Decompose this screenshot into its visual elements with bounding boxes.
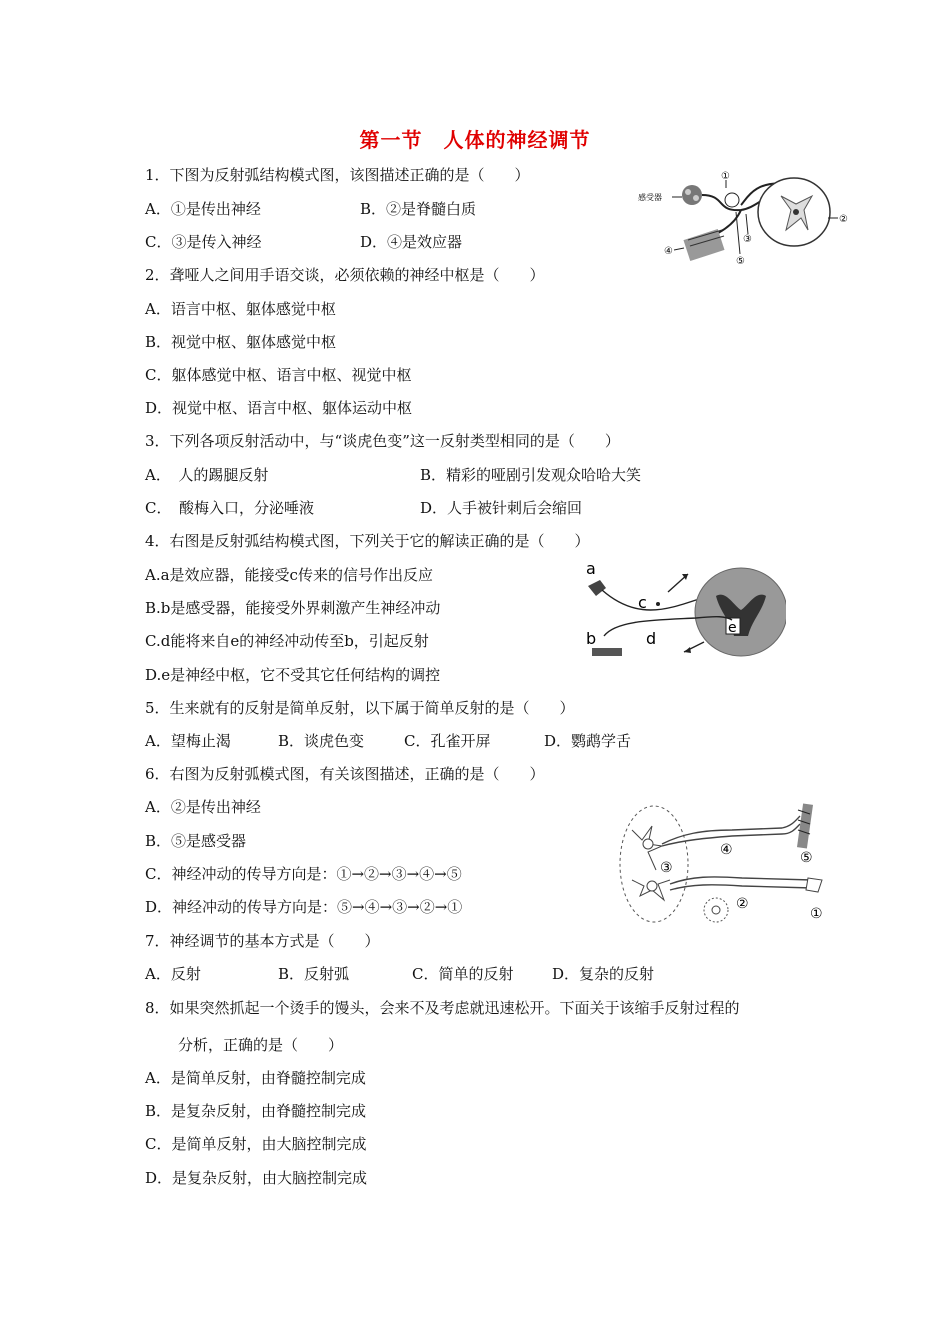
q6-mark-1: ① <box>810 906 823 922</box>
q4-option-b: B.b是感受器，能接受外界刺激产生神经冲动 <box>145 599 441 617</box>
q3-option-c: C． 酸梅入口，分泌唾液 <box>145 499 314 517</box>
q6-option-d: D．神经冲动的传导方向是：⑤→④→③→②→① <box>145 898 463 916</box>
q3-option-d: D．人手被针刺后会缩回 <box>420 499 583 517</box>
q8-option-b: B．是复杂反射，由脊髓控制完成 <box>145 1102 367 1120</box>
q4-option-a: A.a是效应器，能接受c传来的信号作出反应 <box>145 566 433 584</box>
q4-label-a: a <box>586 560 596 578</box>
q2-option-d: D．视觉中枢、语言中枢、躯体运动中枢 <box>145 399 413 417</box>
q1-stem: 1．下图为反射弧结构模式图，该图描述正确的是（ ） <box>145 166 530 184</box>
q4-label-c: c <box>638 593 647 612</box>
q4-label-b: b <box>586 629 597 648</box>
q1-option-b: B．②是脊髓白质 <box>360 200 477 218</box>
q6-mark-2: ② <box>736 896 749 912</box>
q1-mark-1: ① <box>721 171 730 182</box>
q1-mark-4: ④ <box>664 246 673 257</box>
q1-mark-2: ② <box>839 214 848 225</box>
q4-reflex-arc-figure <box>576 560 786 662</box>
q3-option-a: A． 人的踢腿反射 <box>145 466 269 484</box>
q3-option-b: B．精彩的哑剧引发观众哈哈大笑 <box>420 466 642 484</box>
q1-receptor-label: 感受器 <box>638 193 662 202</box>
q5-option-d: D．鹦鹉学舌 <box>544 732 632 750</box>
q8-option-a: A．是简单反射，由脊髓控制完成 <box>145 1069 366 1087</box>
q6-option-b: B．⑤是感受器 <box>145 832 247 850</box>
q4-stem: 4．右图是反射弧结构模式图，下列关于它的解读正确的是（ ） <box>145 532 590 550</box>
q1-option-d: D．④是效应器 <box>360 233 463 251</box>
q3-stem: 3．下列各项反射活动中，与“谈虎色变”这一反射类型相同的是（ ） <box>145 432 620 450</box>
q6-mark-5: ⑤ <box>800 850 813 866</box>
q7-stem: 7．神经调节的基本方式是（ ） <box>145 932 380 950</box>
q6-option-c: C．神经冲动的传导方向是：①→②→③→④→⑤ <box>145 865 462 883</box>
q2-option-a: A．语言中枢、躯体感觉中枢 <box>145 300 336 318</box>
q8-stem: 8．如果突然抓起一个烫手的馒头，会来不及考虑就迅速松开。下面关于该缩手反射过程的 <box>145 999 740 1017</box>
q6-mark-4: ④ <box>720 842 733 858</box>
q6-option-a: A．②是传出神经 <box>145 798 261 816</box>
q8-option-c: C．是简单反射，由大脑控制完成 <box>145 1135 367 1153</box>
q4-label-e: e <box>728 620 737 636</box>
q5-option-b: B．谈虎色变 <box>278 732 365 750</box>
q6-stem: 6．右图为反射弧模式图，有关该图描述，正确的是（ ） <box>145 765 545 783</box>
q4-option-c: C.d能将来自e的神经冲动传至b，引起反射 <box>145 632 429 650</box>
q2-option-b: B．视觉中枢、躯体感觉中枢 <box>145 333 337 351</box>
q6-reflex-arc-figure <box>612 800 844 930</box>
q2-option-c: C．躯体感觉中枢、语言中枢、视觉中枢 <box>145 366 412 384</box>
q4-label-d: d <box>646 629 657 648</box>
q4-option-d: D.e是神经中枢，它不受其它任何结构的调控 <box>145 666 441 684</box>
q5-option-c: C．孔雀开屏 <box>404 732 491 750</box>
q7-option-d: D．复杂的反射 <box>552 965 655 983</box>
q1-mark-5: ⑤ <box>736 256 745 267</box>
q1-mark-3: ③ <box>743 234 752 245</box>
q8-option-d: D．是复杂反射，由大脑控制完成 <box>145 1169 368 1187</box>
q5-stem: 5．生来就有的反射是简单反射，以下属于简单反射的是（ ） <box>145 699 575 717</box>
q6-mark-3: ③ <box>660 860 673 876</box>
q7-option-b: B．反射弧 <box>278 965 350 983</box>
q1-option-a: A．①是传出神经 <box>145 200 261 218</box>
q1-option-c: C．③是传入神经 <box>145 233 262 251</box>
page-title: 第一节 人体的神经调节 <box>359 128 591 152</box>
q7-option-a: A．反射 <box>145 965 201 983</box>
q7-option-c: C．简单的反射 <box>412 965 514 983</box>
q5-option-a: A．望梅止渴 <box>145 732 231 750</box>
q2-stem: 2．聋哑人之间用手语交谈，必须依赖的神经中枢是（ ） <box>145 266 545 284</box>
q1-reflex-arc-figure <box>636 170 856 274</box>
q8-stem-continued: 分析，正确的是（ ） <box>178 1036 344 1054</box>
